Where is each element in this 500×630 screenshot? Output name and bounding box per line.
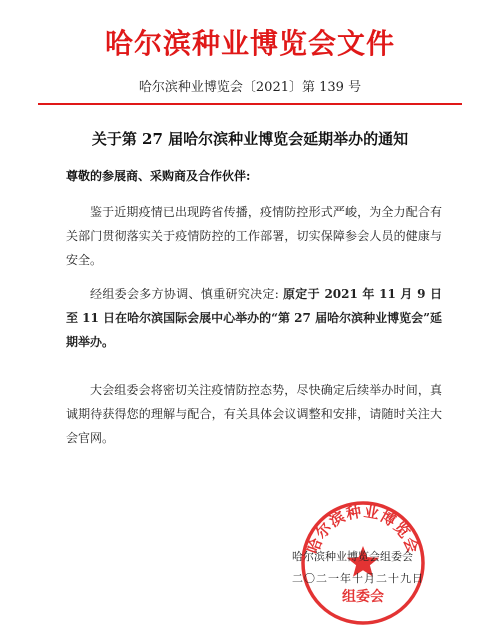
salutation: 尊敬的参展商、采购商及合作伙伴: [66,169,251,183]
paragraph-1: 鉴于近期疫情已出现跨省传播，疫情防控形式严峻，为全力配合有关部门贯彻落实关于疫情防控的工作部署，切实保障参会人员的健康与安全。 [66,205,442,267]
document-number: 哈尔滨种业博览会〔2021〕第 139 号 [138,80,362,95]
header-divider [38,103,462,105]
seal-ring-text: 哈尔滨种业博览会 [303,502,423,557]
paragraph-2-normal: 经组委会多方协调、慎重研究决定: [90,287,283,301]
seal-center-text: 组委会 [342,589,384,605]
notice-title: 关于第 27 届哈尔滨种业博览会延期举办的通知 [91,130,409,148]
paragraph-3: 大会组委会将密切关注疫情防控态势，尽快确定后续举办时间，真诚期待获得您的理解与配合，有关具体会议调整和安排，请随时关注大会官网。 [66,383,442,445]
paragraph-2 [66,282,442,354]
paragraph-2-bold: 原定于 2021 年 11 月 9 日至 11 日在哈尔滨国际会展中心举办的“第 27 届哈尔滨种业博览会”延期举办。 [66,287,443,349]
signature-date: 二〇二一年十月二十九日 [292,572,424,585]
signature-organization: 哈尔滨种业博览会组委会 [292,550,413,563]
document-header-title: 哈尔滨种业博览会文件 [104,27,395,60]
